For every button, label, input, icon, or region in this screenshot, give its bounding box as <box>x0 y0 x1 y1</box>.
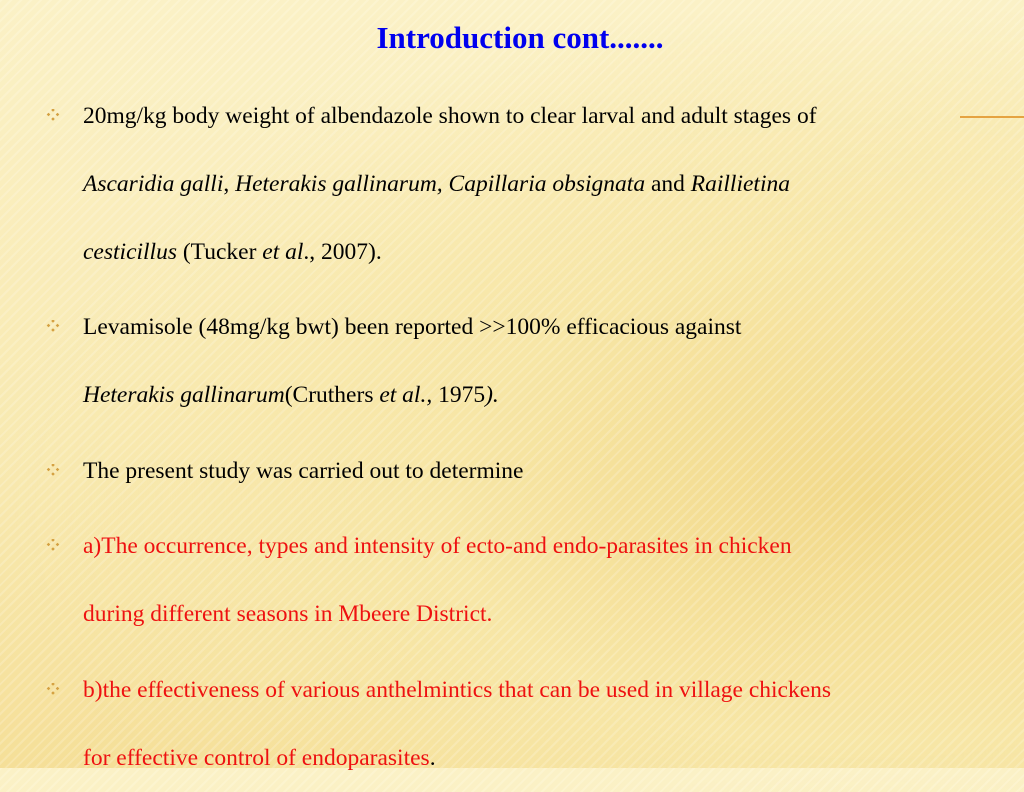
text-run: (Tucker <box>176 239 263 265</box>
text-run: Levamisole (48mg/kg bwt) been reported >>100% efficacious against <box>83 314 742 340</box>
text-run: The present study was carried out to determine <box>83 458 524 484</box>
text-run: Heterakis gallinarum, Capillaria obsignata <box>235 171 646 197</box>
text-run: Heterakis gallinarum <box>83 382 285 408</box>
text-line <box>83 293 1013 361</box>
text-run: Raillietina <box>690 171 790 197</box>
text-run: (Cruthers <box>284 382 380 408</box>
text-line <box>83 150 1013 218</box>
text-run: 1975 <box>432 382 486 408</box>
diamond-dots-bullet-icon <box>46 464 60 478</box>
bullet-text <box>83 512 1013 648</box>
text-line <box>83 82 1013 150</box>
text-run: during different seasons in Mbeere District. <box>83 601 493 627</box>
text-run: . <box>429 745 436 771</box>
bullet-text <box>83 293 1013 429</box>
text-line <box>83 361 1013 429</box>
diamond-dots-bullet-icon <box>46 109 60 123</box>
text-run: cesticillus <box>83 239 177 265</box>
diamond-dots-bullet-icon <box>46 683 60 697</box>
text-run: 20mg/kg body weight of albendazole shown to clear larval and adult stages of <box>83 103 817 129</box>
bullet-text <box>83 82 1013 286</box>
text-run: et al., <box>379 382 433 408</box>
diamond-dots-bullet-icon <box>46 320 60 334</box>
diamond-dots-bullet-icon <box>46 539 60 553</box>
text-line <box>83 437 1013 505</box>
text-line <box>83 218 1013 286</box>
text-run: a)The occurrence, types and intensity of ecto-and endo-parasites in chicken <box>83 533 792 559</box>
text-run: Ascaridia galli <box>83 171 224 197</box>
text-run: and <box>645 171 691 197</box>
slide-title: Introduction cont....... <box>376 20 664 55</box>
text-run: ). <box>485 382 499 408</box>
text-run: for effective control of endoparasites <box>83 745 430 771</box>
text-run: b)the effectiveness of various anthelmintics that can be used in village chickens <box>83 677 832 703</box>
text-run: , <box>223 171 236 197</box>
text-run: ., 2007). <box>303 239 382 265</box>
bullet-text <box>83 437 1013 505</box>
text-line <box>83 656 1013 724</box>
text-line <box>83 512 1013 580</box>
text-run: et al <box>262 239 304 265</box>
bullet-text <box>83 656 1013 792</box>
text-line <box>83 724 1013 792</box>
text-line <box>83 580 1013 648</box>
